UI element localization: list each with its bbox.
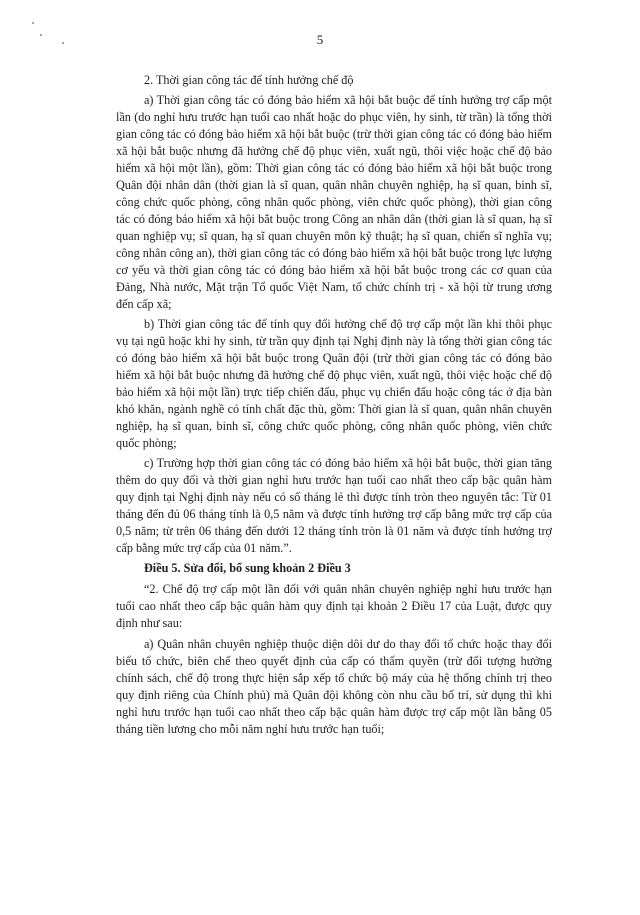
- paragraph-clause-2: “2. Chế độ trợ cấp một lần đối với quân nhân chuyên nghiệp nghỉ hưu trước hạn tuổi cao nhất theo cấp bậc quân hàm quy định tại khoản 2 Điều 17 của Luật, được quy định như sau:: [116, 582, 552, 630]
- section-title-2: 2. Thời gian công tác để tính hưởng chế độ: [144, 73, 354, 87]
- paragraph-b: b) Thời gian công tác để tính quy đổi hưởng chế độ trợ cấp một lần khi thôi phục vụ tại ngũ hoặc khi hy sinh, từ trần quy định tại Nghị định này là tổng thời gian công tác có đóng bảo hiểm xã hội bắt buộc trong Quân đội (trừ thời gian công tác có đóng bảo hiểm xã hội bắt buộc nhưng đã hưởng chế độ phục viên, xuất ngũ, thôi việc hoặc chế độ bảo hiểm xã hội một lần) trực tiếp chiến đấu, phục vụ chiến đấu hoặc công tác ở địa bàn khó khăn, ngành nghề có tính chất đặc thù, gồm: Thời gian là sĩ quan, quân nhân chuyên nghiệp, hạ sĩ quan, binh sĩ, công chức quốc phòng, công nhân quốc phòng, viên chức quốc phòng;: [116, 317, 552, 450]
- article-5-heading: Điều 5. Sửa đổi, bổ sung khoản 2 Điều 3: [144, 561, 351, 575]
- paragraph-c: c) Trường hợp thời gian công tác có đóng bảo hiểm xã hội bắt buộc, thời gian tăng thêm do quy đổi và thời gian nghỉ hưu trước hạn tuổi cao nhất theo cấp bậc quân hàm quy định tại Nghị định này nếu có số tháng lẻ thì được tính tròn theo nguyên tắc: Từ 01 tháng đến đủ 06 tháng tính là 0,5 năm và được tính hưởng trợ cấp bằng mức trợ cấp của 0,5 năm; từ trên 06 tháng đến dưới 12 tháng tính tròn là 01 năm và được tính hưởng trợ cấp bằng mức trợ cấp của 01 năm.”.: [116, 456, 552, 555]
- scan-speck: [32, 22, 34, 24]
- document-body: [116, 72, 552, 738]
- paragraph-clause-2a: a) Quân nhân chuyên nghiệp thuộc diện dôi dư do thay đổi tổ chức hoặc thay đổi biểu tổ chức, biên chế theo quyết định của cấp có thẩm quyền (trừ đối tượng hưởng chính sách, chế độ trong thực hiện sắp xếp tổ chức bộ máy của hệ thống chính trị theo quy định riêng của Chính phủ) mà Quân đội không còn nhu cầu bố trí, sử dụng thì khi nghỉ hưu trước hạn tuổi cao nhất theo cấp bậc quân hàm được trợ cấp một lần bằng 05 tháng tiền lương cho mỗi năm nghỉ hưu trước hạn tuổi;: [116, 637, 552, 736]
- page-number: 5: [316, 32, 324, 47]
- paragraph-a: a) Thời gian công tác có đóng bảo hiểm xã hội bắt buộc để tính hưởng trợ cấp một lần (do nghỉ hưu trước hạn tuổi cao nhất hoặc do phục viên, hy sinh, từ trần) là tổng thời gian công tác có đóng bảo hiểm xã hội bắt buộc (trừ thời gian công tác có đóng bảo hiểm xã hội bắt buộc nhưng đã hưởng chế độ phục viên, xuất ngũ, thôi việc hoặc chế độ bảo hiểm xã hội một lần), gồm: Thời gian công tác có đóng bảo hiểm xã hội bắt buộc trong Quân đội nhân dân (thời gian là sĩ quan, quân nhân chuyên nghiệp, hạ sĩ quan, binh sĩ, công chức quốc phòng, công nhân quốc phòng, viên chức quốc phòng), thời gian công tác có đóng bảo hiểm xã hội bắt buộc trong Công an nhân dân (thời gian là sĩ quan, hạ sĩ quan nghiệp vụ; sĩ quan, hạ sĩ quan chuyên môn kỹ thuật; hạ sĩ quan, chiến sĩ nghĩa vụ; công nhân công an), thời gian công tác có đóng bảo hiểm xã hội bắt buộc trong lực lượng cơ yếu và thời gian công tác có đóng bảo hiểm xã hội bắt buộc trong các cơ quan của Đảng, Nhà nước, Mặt trận Tổ quốc Việt Nam, tổ chức chính trị - xã hội từ trung ương đến cấp xã;: [116, 93, 552, 311]
